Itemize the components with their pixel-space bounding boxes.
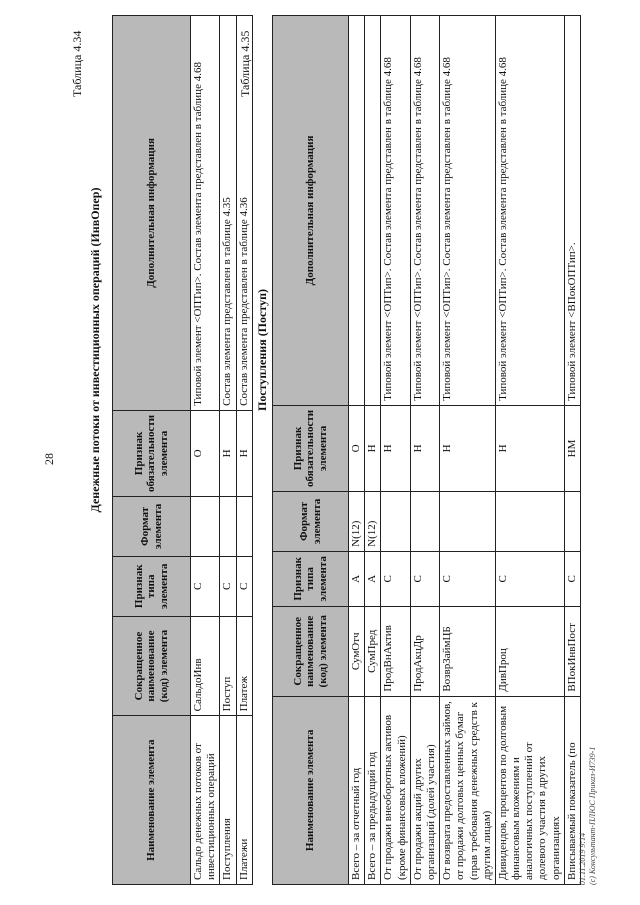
cell-type: А: [349, 551, 365, 606]
cell-name: От возврата предоставленных займов, от продажи долговых ценных бумаг (прав требования денежных средств к другим лицам): [440, 696, 496, 884]
cell-type: С: [191, 556, 220, 616]
cell-type: А: [365, 551, 381, 606]
cell-required: Н: [236, 410, 252, 496]
cell-info: Типовой элемент <ОПТип>. Состав элемента представлен в таблице 4.68: [191, 16, 220, 411]
cell-code: ВозврЗаймЦБ: [440, 606, 496, 696]
cell-required: НМ: [564, 405, 580, 491]
table-caption-postup: Поступления (Поступ): [255, 289, 269, 411]
cell-info: [365, 16, 381, 406]
cell-type: С: [381, 551, 410, 606]
cell-code: ДивПроц: [495, 606, 564, 696]
page-number: 28: [42, 453, 56, 465]
cell-format: N(12): [349, 491, 365, 551]
col-header-code: Сокращенное наименование (код) элемента: [113, 616, 191, 716]
col-header-info: Дополнительная информация: [273, 16, 349, 406]
cell-format: [381, 491, 410, 551]
footer-line-2: (c) Консультант-ПЛЮС Приказ-И739-1: [587, 746, 597, 885]
cell-type: С: [410, 551, 439, 606]
col-header-format: Формат элемента: [273, 491, 349, 551]
cell-info: Типовой элемент <ОПТип>. Состав элемента представлен в таблице 4.68: [495, 16, 564, 406]
cell-code: Платеж: [236, 616, 252, 716]
cell-type: С: [236, 556, 252, 616]
cell-code: СальдоИнв: [191, 616, 220, 716]
cell-code: Поступ: [220, 616, 236, 716]
cell-info: Состав элемента представлен в таблице 4.35: [220, 16, 236, 411]
col-header-code: Сокращенное наименование (код) элемента: [273, 606, 349, 696]
cell-info: Типовой элемент <ОПТип>. Состав элемента представлен в таблице 4.68: [440, 16, 496, 406]
cell-info: Типовой элемент <ОПТип>. Состав элемента представлен в таблице 4.68: [410, 16, 439, 406]
cell-info: Типовой элемент <ОПТип>. Состав элемента представлен в таблице 4.68: [381, 16, 410, 406]
cell-format: [495, 491, 564, 551]
cell-required: Н: [220, 410, 236, 496]
cell-code: СумПред: [365, 606, 381, 696]
cell-name: Всего – за предыдущий год: [365, 696, 381, 884]
table-row: [349, 16, 365, 885]
col-header-name: Наименование элемента: [113, 716, 191, 885]
table-row: [495, 16, 564, 885]
cell-type: С: [495, 551, 564, 606]
cell-format: [410, 491, 439, 551]
table-row: [220, 16, 236, 885]
cell-required: Н: [440, 405, 496, 491]
cell-info: Типовой элемент <ВПокОПТип>.: [564, 16, 580, 406]
col-header-required: Признак обязательности элемента: [273, 405, 349, 491]
cell-format: [440, 491, 496, 551]
cell-required: О: [191, 410, 220, 496]
cell-format: [564, 491, 580, 551]
cell-type: С: [220, 556, 236, 616]
cell-code: СумОтч: [349, 606, 365, 696]
footer-stamp: [578, 747, 597, 885]
table-label-4-34: Таблица 4.34: [70, 30, 84, 97]
cell-name: Всего – за отчетный год: [349, 696, 365, 884]
cell-code: ПродАкцДр: [410, 606, 439, 696]
cell-info: [349, 16, 365, 406]
table-row: [381, 16, 410, 885]
cell-name: От продажи внеоборотных активов (кроме финансовых вложений): [381, 696, 410, 884]
col-header-required: Признак обязательности элемента: [113, 410, 191, 496]
col-header-type: Признак типа элемента: [113, 556, 191, 616]
table-caption-inv-oper: Денежные потоки от инвестиционных операций (ИнвОпер): [88, 187, 102, 513]
table-row: [410, 16, 439, 885]
cell-required: О: [349, 405, 365, 491]
cell-name: Платежи: [236, 716, 252, 885]
table-row: [191, 16, 220, 885]
cell-required: Н: [410, 405, 439, 491]
cell-name: Поступления: [220, 716, 236, 885]
cell-code: ПродВнАктив: [381, 606, 410, 696]
cell-name: От продажи акций других организаций (долей участия): [410, 696, 439, 884]
cell-required: Н: [365, 405, 381, 491]
cell-type: С: [440, 551, 496, 606]
footer-line-1: 01.11.2019 9:14: [578, 832, 587, 885]
table-header-row: [273, 16, 349, 885]
col-header-type: Признак типа элемента: [273, 551, 349, 606]
table-header-row: [113, 16, 191, 885]
cell-format: [236, 496, 252, 556]
cell-type: С: [564, 551, 580, 606]
cell-code: ВПокИнвПост: [564, 606, 580, 696]
cell-format: [220, 496, 236, 556]
table-label-4-35: Таблица 4.35: [238, 30, 252, 97]
cell-format: N(12): [365, 491, 381, 551]
col-header-format: Формат элемента: [113, 496, 191, 556]
cell-required: Н: [495, 405, 564, 491]
cell-info: Состав элемента представлен в таблице 4.36: [236, 16, 252, 411]
cell-name: Сальдо денежных потоков от инвестиционных операций: [191, 716, 220, 885]
table-row: [440, 16, 496, 885]
cell-required: Н: [381, 405, 410, 491]
table-inv-oper: [112, 15, 253, 885]
cell-name: Дивидендов, процентов по долговым финансовым вложениям и аналогичных поступлений от долевого участия в других организациях: [495, 696, 564, 884]
cell-name: Вписываемый показатель (по: [564, 696, 580, 884]
table-postup: [272, 15, 581, 885]
col-header-info: Дополнительная информация: [113, 16, 191, 411]
table-row: [365, 16, 381, 885]
col-header-name: Наименование элемента: [273, 696, 349, 884]
table-row: [236, 16, 252, 885]
cell-format: [191, 496, 220, 556]
